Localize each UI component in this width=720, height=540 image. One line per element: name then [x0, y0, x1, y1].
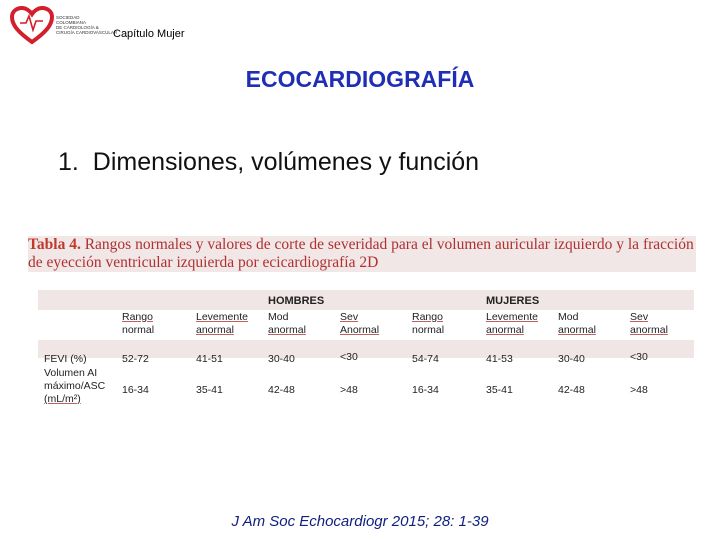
bullet-number: 1.	[58, 148, 79, 176]
reference-table	[38, 290, 694, 412]
group-men: HOMBRES	[268, 295, 325, 307]
caption-text: Rangos normales y valores de corte de severidad para el volumen auricular izquierdo y la fracción de eyección ventricular izquierda por ecicardiografía 2D	[28, 236, 694, 271]
column-header: Mod anormal	[268, 311, 306, 336]
logo-text: SOCIEDAD COLOMBIANA DE CARDIOLOGÍA & CIRUGÍA CARDIOVASCULAR	[56, 15, 118, 35]
table-cell: 54-74	[412, 353, 439, 365]
table-cell: 52-72	[122, 353, 149, 365]
heart-logo-icon	[10, 6, 54, 46]
table-cell: 16-34	[122, 384, 149, 396]
chapter-label: Capítulo Mujer	[113, 28, 185, 40]
column-header: Sev Anormal	[340, 311, 380, 336]
column-header: Levemente anormal	[196, 311, 248, 336]
table-cell: 41-53	[486, 353, 513, 365]
table-cell: 41-51	[196, 353, 223, 365]
table-cell: 30-40	[268, 353, 295, 365]
group-women: MUJERES	[486, 295, 540, 307]
table-cell: 42-48	[268, 384, 295, 396]
citation: J Am Soc Echocardiogr 2015; 28: 1-39	[231, 513, 489, 530]
row-label: FEVI (%)	[44, 353, 87, 365]
table-cell: 30-40	[558, 353, 585, 365]
table-caption	[28, 236, 696, 272]
column-header: Mod anormal	[558, 311, 596, 336]
column-header: Rango normal	[412, 311, 445, 336]
caption-label: Tabla 4.	[28, 236, 81, 253]
row-label: Volumen AI máximo/ASC (mL/m²)	[44, 367, 106, 405]
society-logo	[10, 6, 118, 46]
slide-title: ECOCARDIOGRAFÍA	[245, 66, 475, 92]
table-cell: >48	[340, 384, 358, 396]
table-cell: 35-41	[486, 384, 513, 396]
table-cell: 35-41	[196, 384, 223, 396]
table-cell: 42-48	[558, 384, 585, 396]
table-cell: <30	[340, 351, 358, 363]
header-band	[38, 290, 694, 310]
column-header: Sev anormal	[630, 311, 668, 336]
table-cell: >48	[630, 384, 648, 396]
table-cell: <30	[630, 351, 648, 363]
bullet-item	[58, 148, 479, 177]
table-cell: 16-34	[412, 384, 439, 396]
column-header: Rango normal	[122, 311, 155, 336]
bullet-text: Dimensiones, volúmenes y función	[92, 148, 480, 176]
column-header: Levemente anormal	[486, 311, 538, 336]
